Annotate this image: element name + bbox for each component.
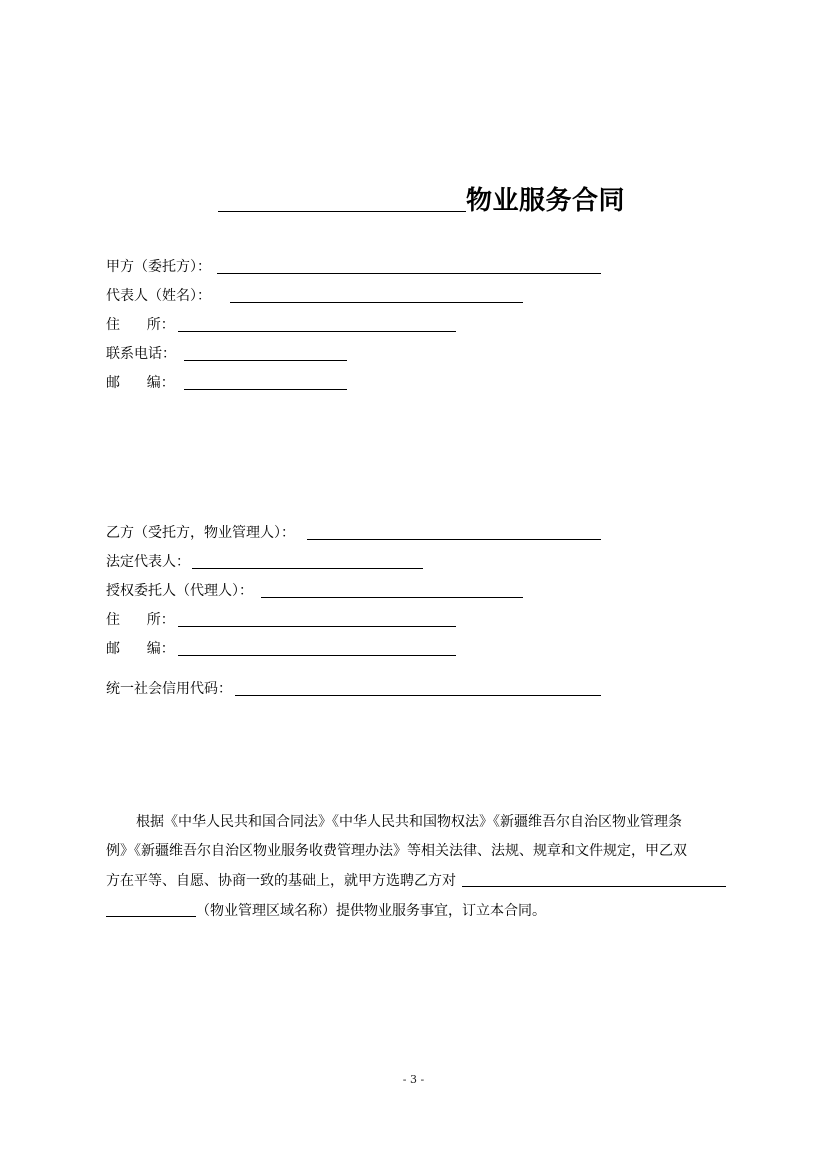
party-a-postcode-field xyxy=(106,372,175,394)
title-blank-line xyxy=(218,211,466,212)
party-a-principal-blank[interactable] xyxy=(217,273,601,274)
paragraph-line-2: 例》《新疆维吾尔自治区物业服务收费管理办法》等相关法律、法规、规章和文件规定，甲乙双 xyxy=(106,843,687,859)
party-a-principal-label: 甲方（委托方）： xyxy=(106,259,211,275)
party-b-address-label: 住 所： xyxy=(106,612,175,628)
party-a-postcode-label: 邮 编： xyxy=(106,375,175,391)
paragraph-line-3: 方在平等、自愿、协商一致的基础上，就甲方选聘乙方对 xyxy=(106,873,456,889)
party-a-representative-blank[interactable] xyxy=(230,302,523,303)
party-b-address-field xyxy=(106,609,175,631)
party-b-agent-label: 授权委托人（代理人）： xyxy=(106,583,253,599)
party-a-phone-blank[interactable] xyxy=(184,360,347,361)
page-title: 物业服务合同 xyxy=(466,186,626,216)
party-b-agent-blank[interactable] xyxy=(261,597,523,598)
party-b-credit-code-field xyxy=(106,678,232,700)
party-b-postcode-field xyxy=(106,638,175,660)
party-a-phone-label: 联系电话： xyxy=(106,346,176,362)
party-b-postcode-label: 邮 编： xyxy=(106,641,175,657)
party-b-address-blank[interactable] xyxy=(178,626,456,627)
party-b-legal-rep-blank[interactable] xyxy=(192,568,423,569)
party-b-legal-rep-label: 法定代表人： xyxy=(106,554,190,570)
party-a-principal-field xyxy=(106,256,211,278)
party-b-postcode-blank[interactable] xyxy=(178,655,456,656)
party-b-legal-rep-field xyxy=(106,551,190,573)
party-b-entrusted-label: 乙方（受托方，物业管理人）： xyxy=(106,525,295,541)
party-a-representative-field xyxy=(106,285,211,307)
paragraph-line-1: 根据《中华人民共和国合同法》《中华人民共和国物权法》《新疆维吾尔自治区物业管理条 xyxy=(136,814,682,830)
paragraph-line-4: （物业管理区域名称）提供物业服务事宜，订立本合同。 xyxy=(196,903,546,919)
party-b-entrusted-field xyxy=(106,522,295,544)
party-a-postcode-blank[interactable] xyxy=(184,389,347,390)
property-area-blank-1[interactable] xyxy=(462,886,726,887)
party-b-credit-code-label: 统一社会信用代码： xyxy=(106,681,232,697)
party-a-representative-label: 代表人（姓名）： xyxy=(106,288,211,304)
page-number: - 3 - xyxy=(402,1073,425,1086)
party-a-address-blank[interactable] xyxy=(178,331,456,332)
party-a-phone-field xyxy=(106,343,176,365)
party-b-agent-field xyxy=(106,580,253,602)
party-b-entrusted-blank[interactable] xyxy=(307,539,601,540)
party-a-address-field xyxy=(106,314,175,336)
party-a-address-label: 住 所： xyxy=(106,317,175,333)
party-b-credit-code-blank[interactable] xyxy=(235,695,601,696)
property-area-blank-2[interactable] xyxy=(106,916,196,917)
